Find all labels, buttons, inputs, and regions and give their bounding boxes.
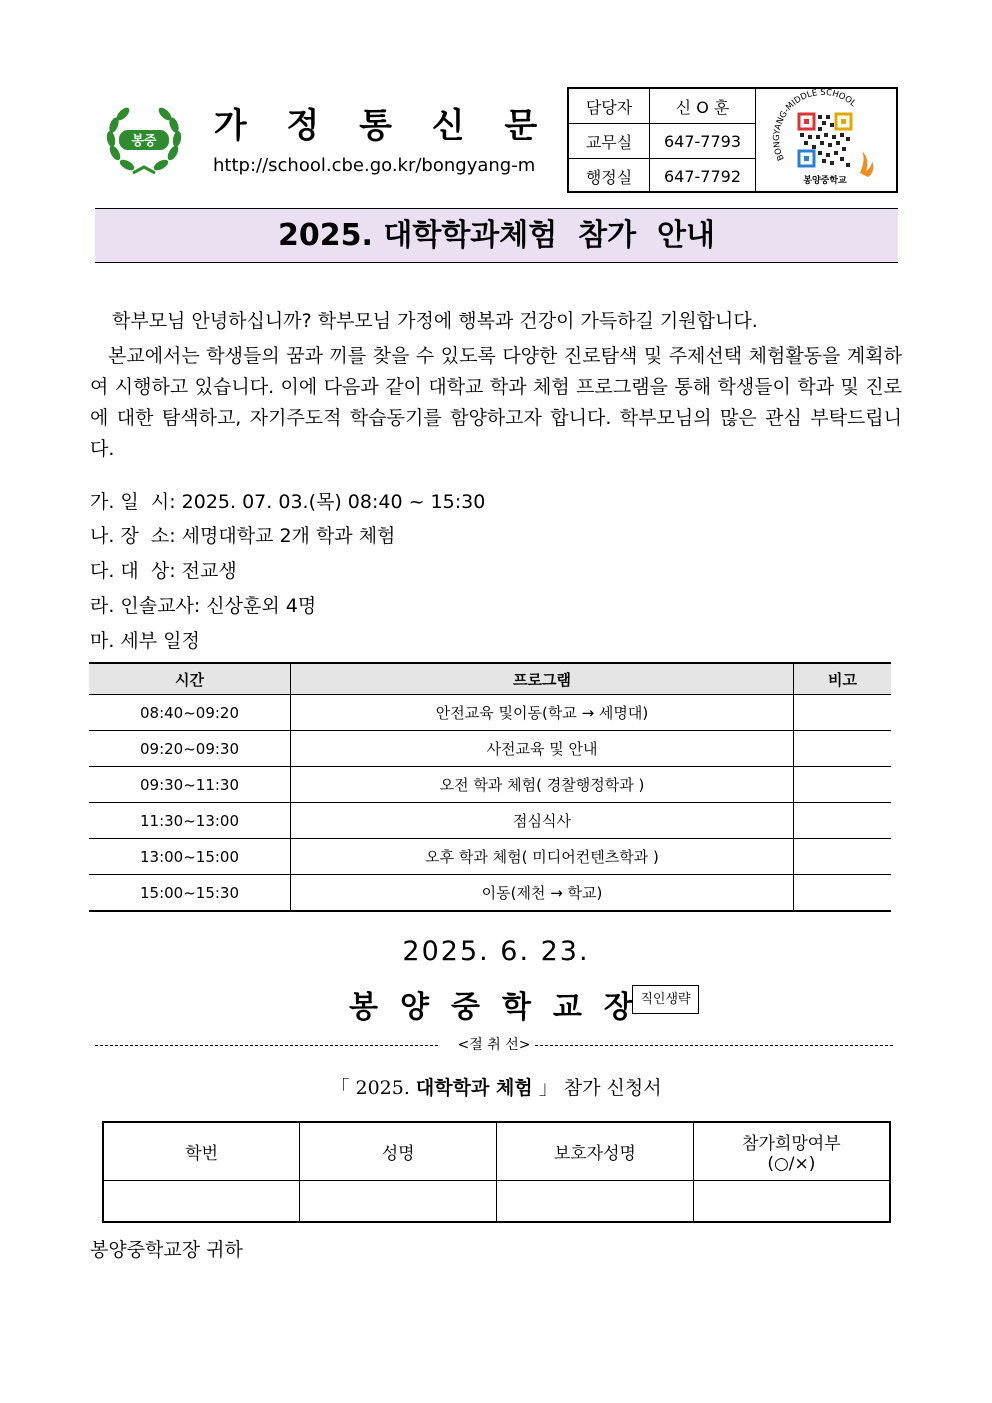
item-target: 다. 대 상: 전교생: [90, 560, 237, 582]
col-header-program: 프로그램: [291, 663, 794, 695]
cell-time: 13:00~15:00: [89, 839, 291, 875]
table-row: [89, 767, 891, 803]
cell-note: [794, 731, 892, 767]
seal-omitted-note: 직인생략: [632, 985, 699, 1014]
cell-program: 오후 학과 체험( 미디어컨텐츠학과 ): [291, 839, 794, 875]
table-row: [89, 731, 891, 767]
item-schedule-heading: 마. 세부 일정: [90, 630, 200, 652]
cell-time: 08:40~09:20: [89, 695, 291, 731]
cell-time: 15:00~15:30: [89, 875, 291, 912]
form-title: [0, 1073, 992, 1100]
cell-program: 오전 학과 체험( 경찰행정학과 ): [291, 767, 794, 803]
contact-row: [569, 159, 756, 194]
qr-school-name: 봉양중학교: [803, 176, 847, 186]
form-title-close: 」 참가 신청서: [532, 1077, 662, 1099]
contact-box: [567, 87, 898, 193]
greeting-paragraph: 학부모님 안녕하십니까? 학부모님 가정에 행복과 건강이 가득하길 기원합니다.: [112, 310, 758, 332]
cell-time: 11:30~13:00: [89, 803, 291, 839]
cell-note: [794, 695, 892, 731]
cut-line-left: [95, 1045, 438, 1046]
form-title-bold: 대학학과 체험: [415, 1077, 533, 1099]
cell-program: 이동(제천 → 학교): [291, 875, 794, 912]
student-id-field[interactable]: [103, 1181, 300, 1223]
principal-signature: 봉양중학교장: [349, 990, 655, 1025]
cell-program: 안전교육 및이동(학교 → 세명대): [291, 695, 794, 731]
qr-code-icon[interactable]: [756, 89, 895, 191]
application-header-row: [103, 1122, 890, 1181]
col-header-guardian-name: 보호자성명: [497, 1122, 694, 1181]
contact-label: 행정실: [569, 159, 650, 194]
col-header-student-id: 학번: [103, 1122, 300, 1181]
contact-value: 신 O 훈: [650, 89, 756, 124]
contact-row: [569, 124, 756, 159]
banner-title: 2025. 대학학과체험 참가 안내: [278, 218, 715, 253]
col-header-note: 비고: [794, 663, 892, 695]
table-row: [89, 803, 891, 839]
contact-value: 647-7792: [650, 159, 756, 194]
svg-text:봉중: 봉중: [131, 134, 157, 149]
intro-paragraph: 본교에서는 학생들의 꿈과 끼를 찾을 수 있도록 다양한 진로탐색 및 주제선택 체험활동을 계획하여 시행하고 있습니다. 이에 다음과 같이 대학교 학과 체험 프로그램을 통해 학생들이 학과 및 진로에 대한 탐색하고, 자기주도적 학습동기를 함양하고자 합니다. 학부모님의 많은 관심 부탁드립니다.: [90, 345, 902, 460]
col-header-participation: [693, 1122, 890, 1181]
guardian-name-field[interactable]: [497, 1181, 694, 1223]
cut-line-right: [525, 1045, 893, 1046]
contact-label: 교무실: [569, 124, 650, 159]
school-url[interactable]: http://school.cbe.go.kr/bongyang-m: [213, 155, 536, 176]
application-input-row: [103, 1181, 890, 1223]
col-header-time: 시간: [89, 663, 291, 695]
cell-note: [794, 767, 892, 803]
cell-note: [794, 839, 892, 875]
schedule-table: [89, 662, 891, 912]
cut-line-label: <절 취 선>: [454, 1037, 535, 1053]
qr-ring-text: BONGYANG-MIDDLE SCHOOL: [772, 89, 858, 162]
contact-label: 담당자: [569, 89, 650, 124]
table-row: [89, 875, 891, 912]
qr-cell: [755, 89, 896, 191]
newsletter-title: 가 정 통 신 문: [213, 106, 552, 146]
cell-program: 사전교육 및 안내: [291, 731, 794, 767]
table-row: [89, 839, 891, 875]
cell-time: 09:20~09:30: [89, 731, 291, 767]
schedule-header-row: [89, 663, 891, 695]
cell-time: 09:30~11:30: [89, 767, 291, 803]
cell-note: [794, 875, 892, 912]
participation-label: 참가희망여부: [742, 1134, 841, 1154]
cell-note: [794, 803, 892, 839]
notice-banner: [95, 208, 898, 263]
table-row: [89, 695, 891, 731]
cell-program: 점심식사: [291, 803, 794, 839]
school-logo-icon: [103, 103, 185, 177]
participation-options: (○/×): [767, 1154, 816, 1174]
col-header-name: 성명: [300, 1122, 497, 1181]
cut-line: [95, 1035, 893, 1055]
contact-row: [569, 89, 756, 124]
issue-date: 2025. 6. 23.: [402, 936, 590, 967]
participation-field[interactable]: [693, 1181, 890, 1223]
form-title-open: 「 2025.: [330, 1077, 416, 1099]
addressee: 봉양중학교장 귀하: [90, 1239, 243, 1261]
name-field[interactable]: [300, 1181, 497, 1223]
item-date: 가. 일 시: 2025. 07. 03.(목) 08:40 ~ 15:30: [90, 491, 486, 513]
application-table: [102, 1121, 891, 1223]
item-teachers: 라. 인솔교사: 신상훈외 4명: [90, 595, 317, 617]
contact-value: 647-7793: [650, 124, 756, 159]
item-place: 나. 장 소: 세명대학교 2개 학과 체험: [90, 525, 396, 547]
contact-table: [569, 89, 756, 193]
